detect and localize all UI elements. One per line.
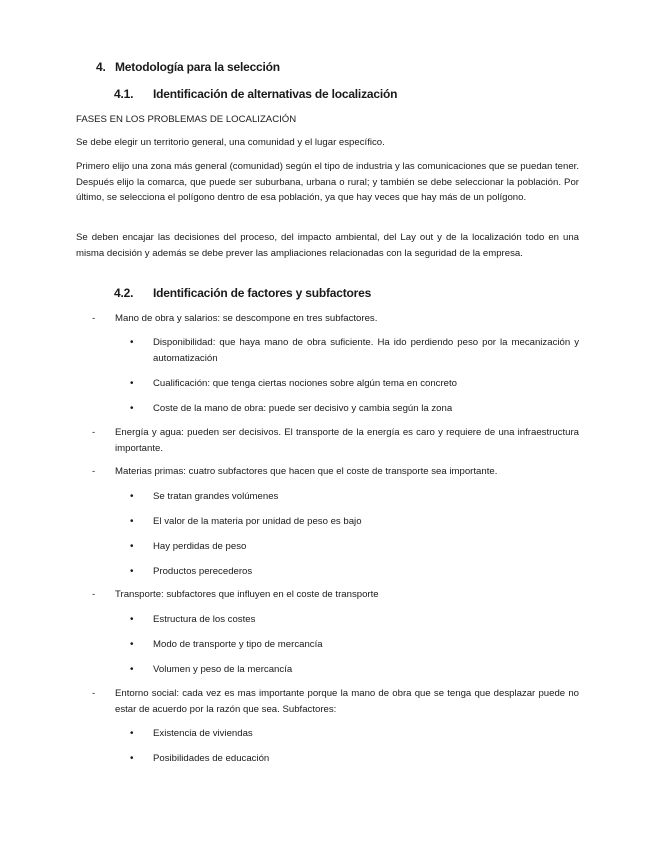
factor-item: [92, 425, 579, 456]
dash-marker: -: [92, 589, 96, 600]
subfactor-item: [130, 751, 579, 767]
subfactor-text: Posibilidades de educación: [153, 753, 270, 764]
subfactor-text: Volumen y peso de la mercancía: [153, 664, 293, 675]
bullet-icon: •: [130, 753, 134, 764]
subfactor-text: Productos perecederos: [153, 566, 253, 577]
phases-title: FASES EN LOS PROBLEMAS DE LOCALIZACIÓN: [76, 114, 297, 125]
bullet-icon: •: [130, 337, 134, 348]
subfactor-text: Coste de la mano de obra: puede ser decisivo y cambia según la zona: [153, 403, 453, 414]
subfactor-text: Estructura de los costes: [153, 614, 256, 625]
paragraph: Se deben encajar las decisiones del proceso, del impacto ambiental, del Lay out y de la localización todo en una misma decisión y además se debe prever las ampliaciones relacionadas con la seguridad de la empresa.: [76, 232, 579, 259]
section-heading-4-2: [114, 286, 371, 300]
dash-marker: -: [92, 427, 96, 438]
subfactor-item: [130, 637, 579, 653]
subfactor-text: Se tratan grandes volúmenes: [153, 491, 279, 502]
paragraph: Se debe elegir un territorio general, una comunidad y el lugar específico.: [76, 137, 385, 148]
subfactor-item: [130, 612, 579, 628]
subfactor-item: [130, 335, 579, 366]
factor-text: Energía y agua: pueden ser decisivos. El transporte de la energía es caro y requiere de una infraestructura importante.: [115, 427, 579, 454]
dash-marker: -: [92, 688, 96, 699]
heading-title: Identificación de factores y subfactores: [153, 286, 372, 300]
subfactor-text: Existencia de viviendas: [153, 728, 253, 739]
factor-text: Entorno social: cada vez es mas importante porque la mano de obra que se tenga que desplazar puede no estar de acuerdo por la razón que sea. Subfactores:: [115, 688, 579, 715]
factor-item: [92, 587, 579, 603]
subfactor-item: [130, 564, 579, 580]
bullet-icon: •: [130, 639, 134, 650]
section-heading-4: [96, 60, 280, 74]
subfactor-text: Disponibilidad: que haya mano de obra suficiente. Ha ido perdiendo peso por la mecanización y automatización: [153, 337, 579, 364]
heading-title: Metodología para la selección: [115, 60, 280, 74]
factor-text: Mano de obra y salarios: se descompone en tres subfactores.: [115, 313, 378, 324]
subfactor-item: [130, 489, 579, 505]
subfactor-item: [130, 376, 579, 392]
bullet-icon: •: [130, 614, 134, 625]
dash-marker: -: [92, 313, 96, 324]
bullet-icon: •: [130, 664, 134, 675]
subfactor-text: Cualificación: que tenga ciertas nociones sobre algún tema en concreto: [153, 378, 457, 389]
bullet-icon: •: [130, 541, 134, 552]
bullet-icon: •: [130, 728, 134, 739]
paragraph: Primero elijo una zona más general (comunidad) según el tipo de industria y las comunicaciones que se puedan tener. Después elijo la comarca, que puede ser suburbana, urbana o rural; y también se debe seleccionar la población. Por último, se selecciona el polígono dentro de esa población, ya que hay veces que hay más de un polígono.: [76, 161, 579, 203]
subfactor-text: Hay perdidas de peso: [153, 541, 247, 552]
factor-item: [92, 686, 579, 717]
subfactor-item: [130, 539, 579, 555]
subfactor-text: El valor de la materia por unidad de peso es bajo: [153, 516, 362, 527]
factor-item: [92, 311, 579, 327]
heading-number: 4.2.: [114, 286, 134, 300]
subfactor-text: Modo de transporte y tipo de mercancía: [153, 639, 323, 650]
bullet-icon: •: [130, 378, 134, 389]
heading-number: 4.: [96, 60, 106, 74]
subfactor-item: [130, 662, 579, 678]
heading-number: 4.1.: [114, 87, 134, 101]
factor-text: Materias primas: cuatro subfactores que hacen que el coste de transporte sea importante.: [115, 466, 498, 477]
bullet-icon: •: [130, 403, 134, 414]
subfactor-item: [130, 401, 579, 417]
subfactor-item: [130, 726, 579, 742]
bullet-icon: •: [130, 491, 134, 502]
dash-marker: -: [92, 466, 96, 477]
factor-item: [92, 464, 579, 480]
subfactor-item: [130, 514, 579, 530]
section-heading-4-1: [114, 87, 397, 101]
bullet-icon: •: [130, 516, 134, 527]
factor-text: Transporte: subfactores que influyen en el coste de transporte: [115, 589, 379, 600]
bullet-icon: •: [130, 566, 134, 577]
heading-title: Identificación de alternativas de localización: [153, 87, 398, 101]
